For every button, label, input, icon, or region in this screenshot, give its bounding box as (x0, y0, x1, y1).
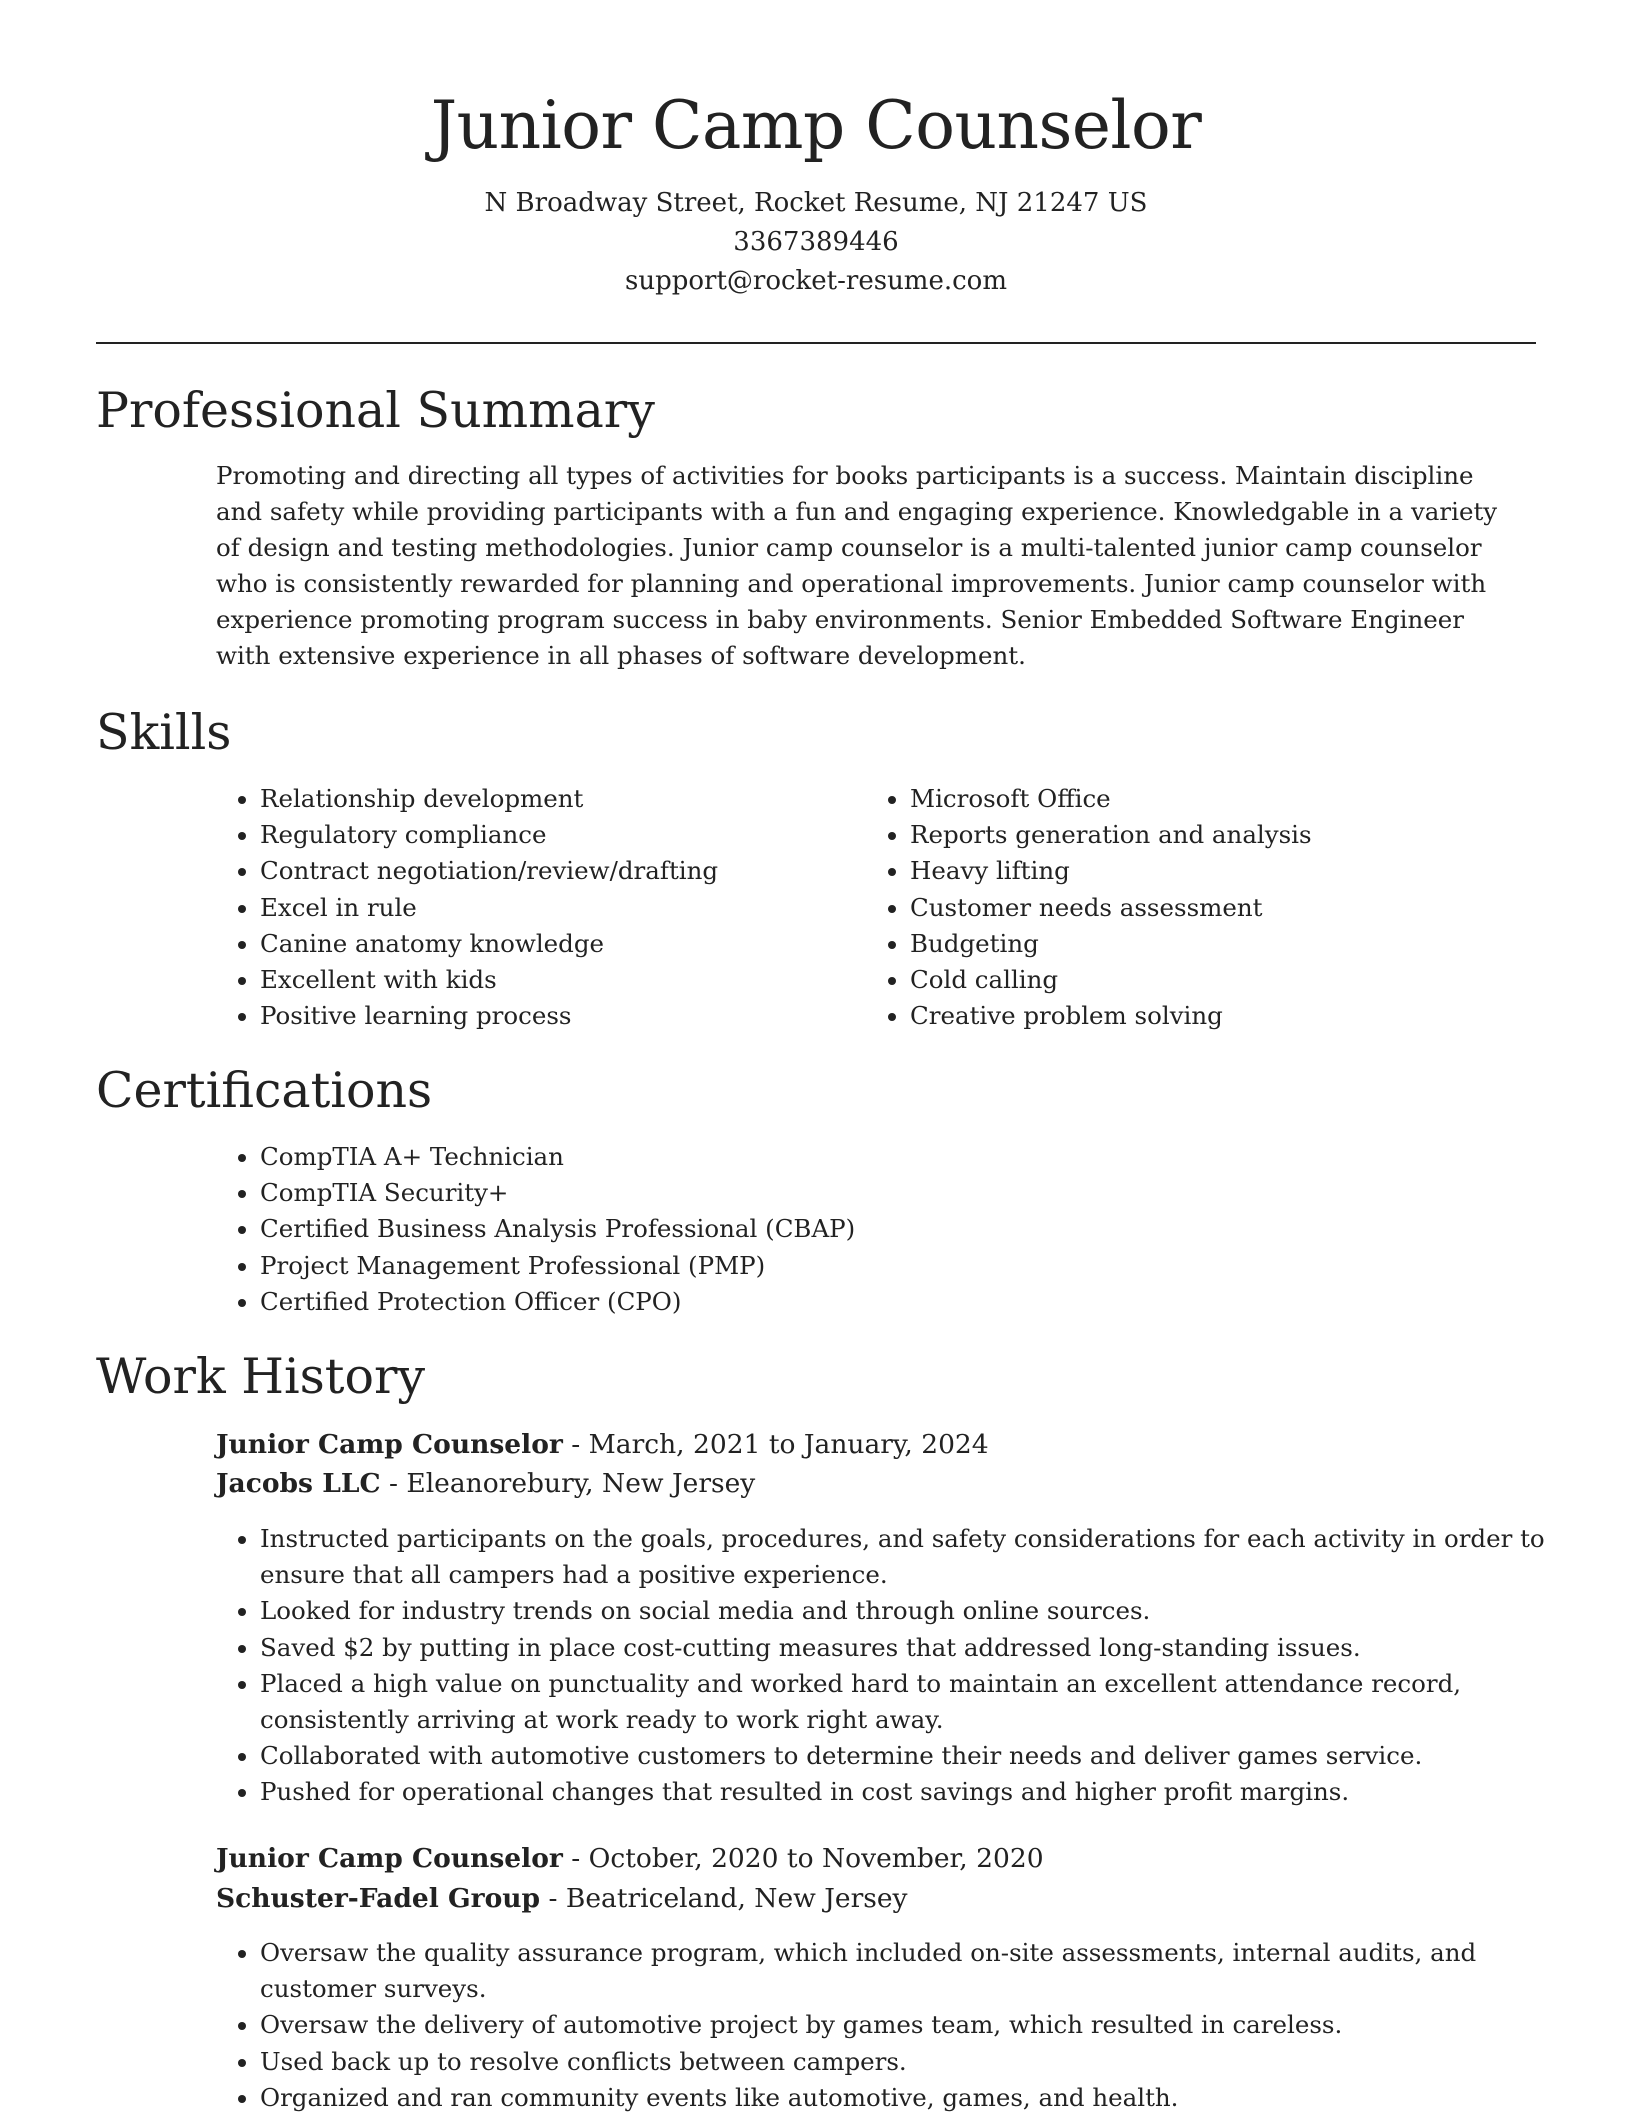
certification-item: • CompTIA A+ Technician (260, 1139, 1460, 1175)
contact-email: support@rocket-resume.com (624, 266, 1007, 296)
skill-item: • Cold calling (910, 962, 1510, 998)
skill-item: • Canine anatomy knowledge (260, 926, 860, 962)
summary-heading: Professional Summary (96, 382, 655, 439)
job-title-line (216, 1425, 989, 1465)
skill-item: • Reports generation and analysis (910, 817, 1510, 853)
job-bullet: • Instructed participants on the goals, procedures, and safety considerations for each activity in order to ensure that all campers had a positive experience. (260, 1521, 1590, 1593)
job-bullet: • Looked for industry trends on social media and through online sources. (260, 1593, 1590, 1629)
job-bullet: • Saved $2 by putting in place cost-cutting measures that addressed long-standing issues. (260, 1630, 1590, 1666)
header-divider (96, 342, 1536, 344)
job-bullet: • Used back up to resolve conflicts between campers. (260, 2044, 1590, 2080)
job-title-line (216, 1839, 1044, 1879)
skill-item: • Customer needs assessment (910, 890, 1510, 926)
skill-item: • Budgeting (910, 926, 1510, 962)
work-history-heading: Work History (96, 1348, 426, 1405)
summary-text: Promoting and directing all types of activities for books participants is a success. Maintain discipline and safety while providing participants with a fun and engaging experience. Knowledgable in a variety of design and testing methodologies. Junior camp counselor is a multi-talented junior camp counselor who is consistently rewarded for planning and operational improvements. Junior camp counselor with experience promoting program success in baby environments. Senior Embedded Software Engineer with extensive experience in all phases of software development. (216, 461, 1498, 670)
certifications-list (216, 1139, 1460, 1320)
certification-item: • Project Management Professional (PMP) (260, 1248, 1460, 1284)
skill-item: • Microsoft Office (910, 781, 1510, 817)
contact-address: N Broadway Street, Rocket Resume, NJ 21247 US (484, 188, 1148, 218)
skill-item: • Positive learning process (260, 998, 860, 1034)
job-location: - Eleanorebury, New Jersey (380, 1468, 756, 1499)
job-bullets (216, 1521, 1590, 1811)
skills-list-left (216, 781, 860, 1034)
skill-item: • Heavy lifting (910, 853, 1510, 889)
job-role: Junior Camp Counselor (216, 1429, 563, 1460)
skills-heading: Skills (96, 704, 232, 761)
skill-item: • Relationship development (260, 781, 860, 817)
job-bullet: • Organized and ran community events like automotive, games, and health. (260, 2080, 1590, 2116)
job-company: Schuster-Fadel Group (216, 1883, 541, 1914)
job-dates: - October, 2020 to November, 2020 (562, 1843, 1044, 1874)
job-bullets (216, 1935, 1590, 2116)
candidate-name: Junior Camp Counselor (430, 87, 1202, 164)
job-role: Junior Camp Counselor (216, 1843, 563, 1874)
job-company-line (216, 1879, 908, 1919)
skill-item: • Creative problem solving (910, 998, 1510, 1034)
certification-item: • CompTIA Security+ (260, 1175, 1460, 1211)
job-dates: - March, 2021 to January, 2024 (562, 1429, 989, 1460)
job-company: Jacobs LLC (216, 1468, 381, 1499)
certification-item: • Certified Protection Officer (CPO) (260, 1284, 1460, 1320)
certifications-heading: Certifications (96, 1062, 433, 1119)
skills-list-right (866, 781, 1510, 1034)
job-bullet: • Oversaw the delivery of automotive project by games team, which resulted in careless. (260, 2007, 1590, 2043)
contact-phone: 3367389446 (733, 227, 899, 257)
job-location: - Beatriceland, New Jersey (540, 1883, 908, 1914)
skill-item: • Regulatory compliance (260, 817, 860, 853)
job-company-line (216, 1464, 755, 1504)
job-bullet: • Collaborated with automotive customers to determine their needs and deliver games service. (260, 1738, 1590, 1774)
job-bullet: • Pushed for operational changes that resulted in cost savings and higher profit margins. (260, 1774, 1590, 1810)
skill-item: • Excellent with kids (260, 962, 860, 998)
job-bullet: • Oversaw the quality assurance program, which included on-site assessments, internal audits, and customer surveys. (260, 1935, 1590, 2007)
certification-item: • Certified Business Analysis Professional (CBAP) (260, 1211, 1460, 1247)
resume-header (0, 0, 1632, 301)
skill-item: • Contract negotiation/review/drafting (260, 853, 860, 889)
job-bullet: • Placed a high value on punctuality and worked hard to maintain an excellent attendance record, consistently arriving at work ready to work right away. (260, 1666, 1590, 1738)
skill-item: • Excel in rule (260, 890, 860, 926)
